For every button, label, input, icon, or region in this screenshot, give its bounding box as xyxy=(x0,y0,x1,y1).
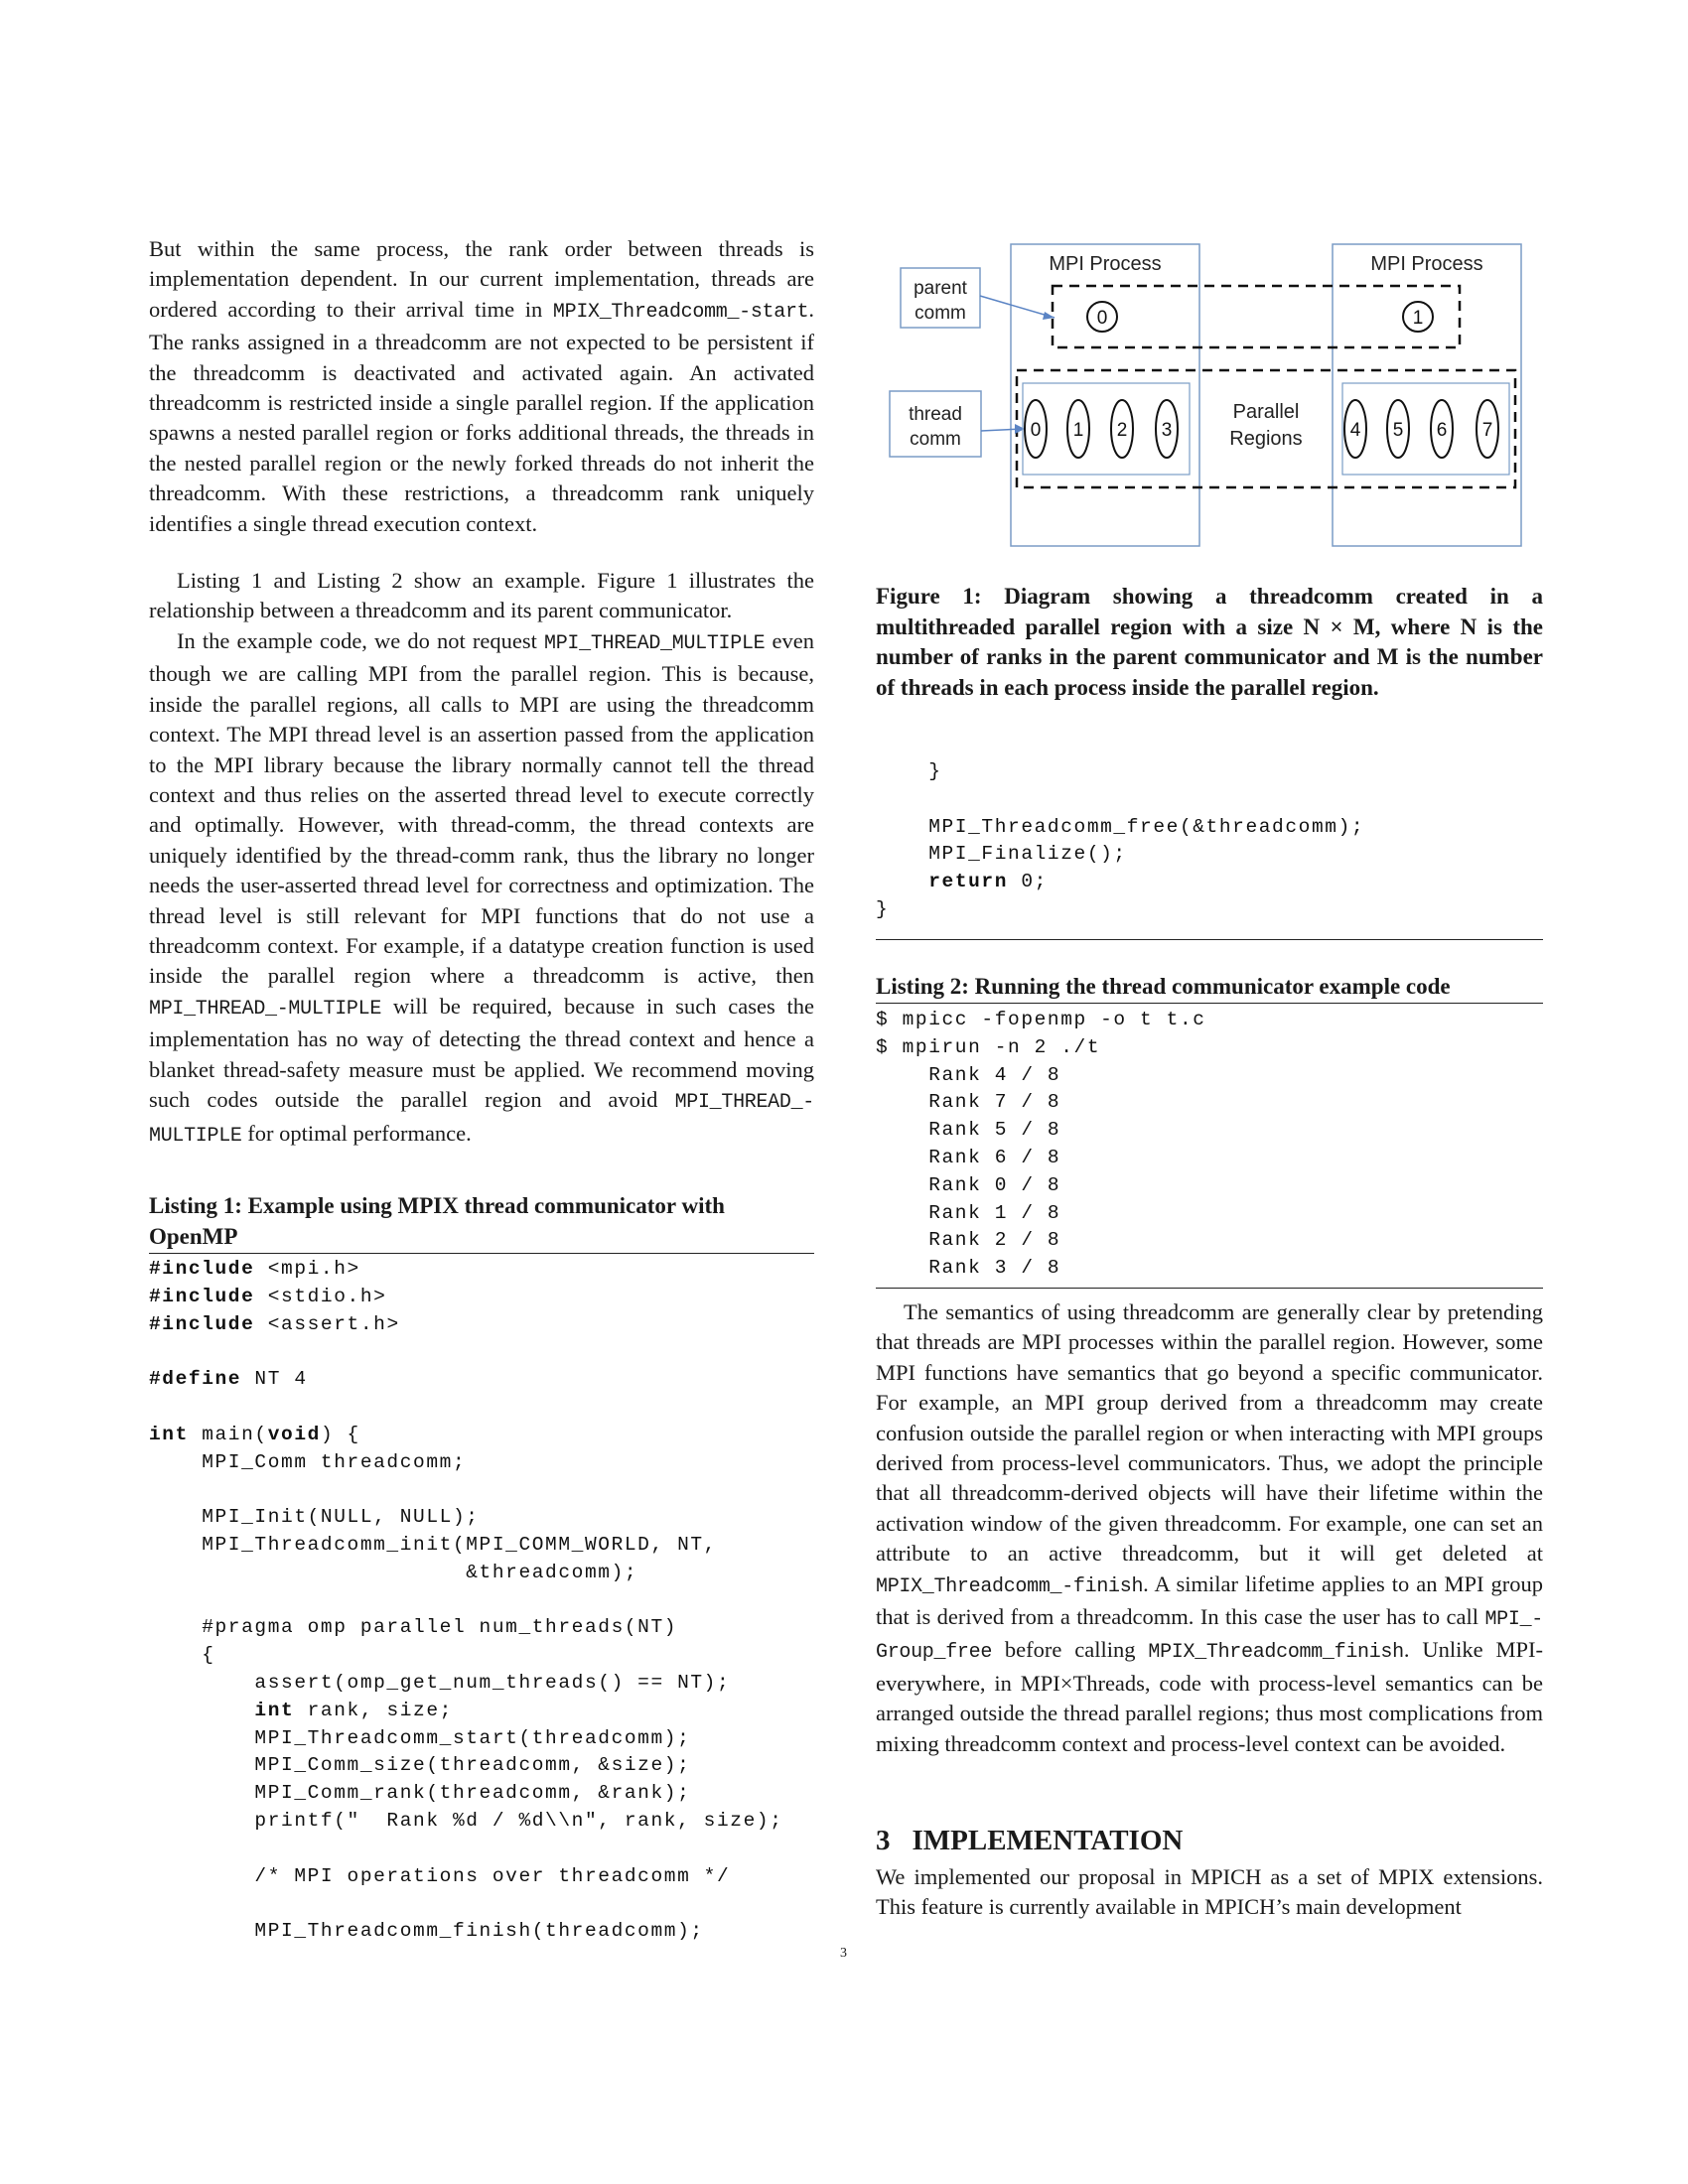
code-line: { xyxy=(149,1644,215,1667)
code-line: Rank 1 / 8 xyxy=(876,1201,1061,1224)
code-line: return 0; xyxy=(928,871,1048,893)
thread-rank-5: 5 xyxy=(1392,420,1404,441)
figure1-diagram xyxy=(876,236,1543,554)
paragraph-implementation: We implemented our proposal in MPICH as a set of MPIX extensions. This feature is currently available in MPICH’s main development xyxy=(876,1864,1543,1920)
mpi-process-box-right xyxy=(1333,244,1521,546)
code-line: MPI_Threadcomm_init(MPI_COMM_WORLD, NT, xyxy=(149,1533,717,1556)
code-line: Rank 7 / 8 xyxy=(876,1091,1061,1114)
section-heading xyxy=(876,1823,1183,1858)
section-title: IMPLEMENTATION xyxy=(912,1825,1184,1856)
parent-comm-label-2: comm xyxy=(914,303,966,324)
code-line: assert(omp_get_num_threads() == NT); xyxy=(149,1671,731,1694)
listing2-title: Listing 2: Running the thread communicator example code xyxy=(876,974,1451,999)
listing1-continued-code xyxy=(876,758,1364,924)
thread-rank-4: 4 xyxy=(1349,420,1361,441)
code-line: $ mpirun -n 2 ./t xyxy=(876,1035,1101,1058)
code-line: } xyxy=(876,760,942,782)
code-line: printf(" Rank %d / %d\\n", rank, size); xyxy=(149,1809,783,1832)
code-line: $ mpicc -fopenmp -o t t.c xyxy=(876,1009,1206,1030)
code-line: int rank, size; xyxy=(254,1699,453,1721)
code-line: Rank 3 / 8 xyxy=(876,1257,1061,1280)
section-number: 3 xyxy=(876,1825,891,1856)
code-line: } xyxy=(876,897,890,920)
listing1-code xyxy=(149,1256,783,1946)
figure1-caption: Figure 1: Diagram showing a threadcomm created in a multithreaded parallel region with a size N × M, where N is the number of ranks in the parent communicator and M is the number of threads in each process inside the parallel region. xyxy=(876,584,1543,700)
code-line: Rank 2 / 8 xyxy=(876,1229,1061,1252)
code-line: MPI_Comm threadcomm; xyxy=(149,1450,467,1473)
code-line: &threadcomm); xyxy=(149,1561,638,1583)
listing1-rule xyxy=(149,1253,814,1254)
code-line: #define NT 4 xyxy=(149,1368,308,1391)
parallel-label-1: Parallel xyxy=(1232,401,1300,423)
code-line: #include <mpi.h> xyxy=(149,1258,360,1280)
listing1-end-rule xyxy=(876,939,1543,940)
code-line: #include <assert.h> xyxy=(149,1312,400,1335)
code-line: #include <stdio.h> xyxy=(149,1285,387,1307)
code-line: MPI_Threadcomm_finish(threadcomm); xyxy=(149,1920,704,1943)
code-line: MPI_Threadcomm_free(&threadcomm); xyxy=(876,815,1365,838)
mpi-process-label-left: MPI Process xyxy=(1049,253,1162,275)
thread-rank-6: 6 xyxy=(1436,420,1448,441)
code-line: MPI_Comm_rank(threadcomm, &rank); xyxy=(149,1782,691,1805)
code-line: Rank 4 / 8 xyxy=(876,1063,1061,1086)
thread-rank-1: 1 xyxy=(1072,420,1084,441)
code-line: /* MPI operations over threadcomm */ xyxy=(149,1864,731,1887)
thread-rank-3: 3 xyxy=(1161,420,1173,441)
listing1-title: Listing 1: Example using MPIX thread communicator with OpenMP xyxy=(149,1193,725,1249)
thread-rank-2: 2 xyxy=(1116,420,1128,441)
thread-comm-label-2: comm xyxy=(910,429,961,450)
thread-comm-label-1: thread xyxy=(909,404,962,425)
code-line: Rank 0 / 8 xyxy=(876,1173,1061,1196)
page-number: 3 xyxy=(840,1946,847,1961)
listing2-code xyxy=(876,1007,1206,1283)
parent-rank-1: 1 xyxy=(1412,308,1424,329)
code-line: MPI_Threadcomm_start(threadcomm); xyxy=(149,1726,691,1749)
code-line: #pragma omp parallel num_threads(NT) xyxy=(149,1616,678,1639)
parent-rank-0: 0 xyxy=(1096,308,1108,329)
paragraph-semantics: The semantics of using threadcomm are generally clear by pretending that threads are MPI processes within the parallel region. However, some MPI functions have semantics that go beyond a specific communicator. For example, an MPI group derived from a threadcomm may create confusion outside the parallel region or when interacting with MPI groups derived from process-level communicators. Thus, we adopt the principle that all threadcomm-derived objects will have their lifetime within the activation window of the given threadcomm. For example, one can set an attribute to an active threadcomm, but it will get deleted at MPIX_Threadcomm_-finish. A similar lifetime applies to an MPI group that is derived from a threadcomm. In this case the user has to call MPI_-Group_free before calling MPIX_Threadcomm_finish. Unlike MPI-everywhere, in MPI×Threads, code with process-level semantics can be arranged outside the thread parallel regions; thus most complications from mixing threadcomm context and process-level context can be avoided. xyxy=(876,1299,1543,1756)
thread-rank-0: 0 xyxy=(1030,420,1042,441)
parallel-label-2: Regions xyxy=(1229,428,1303,450)
code-line: Rank 5 / 8 xyxy=(876,1119,1061,1142)
paragraph-thread-level: In the example code, we do not request MPI_THREAD_MULTIPLE even though we are calling MPI from the parallel region. This is because, inside the parallel regions, all calls to MPI are using the threadcomm context. The MPI thread level is an assertion passed from the application to the MPI library because the library normally cannot tell the thread context and thus relies on the asserted thread level to execute correctly and optimally. However, with thread-comm, the thread contexts are uniquely identified by the thread-comm rank, thus the library no longer needs the user-asserted thread level for correctness and optimization. The thread level is still relevant for MPI functions that do not use a threadcomm context. For example, if a datatype creation function is used inside the parallel region where a threadcomm is active, then MPI_THREAD_-MULTIPLE will be required, because in such cases the implementation has no way of detecting the thread context and hence a blanket thread-safety measure must be applied. We recommend moving such codes outside the parallel region and avoid MPI_THREAD_-MULTIPLE for optimal performance. xyxy=(149,628,814,1148)
code-line: Rank 6 / 8 xyxy=(876,1146,1061,1168)
mpi-process-box-left xyxy=(1011,244,1199,546)
mpi-process-label-right: MPI Process xyxy=(1370,253,1483,275)
code-line: int main(void) { xyxy=(149,1423,360,1445)
code-line: MPI_Init(NULL, NULL); xyxy=(149,1506,480,1529)
listing2-end-rule xyxy=(876,1288,1543,1289)
listing2-rule xyxy=(876,1003,1543,1004)
thread-rank-7: 7 xyxy=(1481,420,1493,441)
paragraph-listing-intro: Listing 1 and Listing 2 show an example. Figure 1 illustrates the relationship between a threadcomm and its parent communicator. xyxy=(149,568,814,623)
parent-communicator-dashed xyxy=(1053,286,1460,347)
paragraph-rank-order: But within the same process, the rank order between threads is implementation dependent. In our current implementation, threads are ordered according to their arrival time in MPIX_Threadcomm_-start. The ranks assigned in a threadcomm are not expected to be persistent if the threadcomm is deactivated and activated again. An activated threadcomm is restricted inside a single parallel region. If the application spawns a nested parallel region or forks additional threads, the threads in the nested parallel region or the newly forked threads do not inherit the threadcomm. With these restrictions, a threadcomm rank uniquely identifies a single thread execution context. xyxy=(149,236,814,536)
code-line: MPI_Comm_size(threadcomm, &size); xyxy=(149,1754,691,1777)
parent-comm-label-1: parent xyxy=(914,278,967,299)
code-line: MPI_Finalize(); xyxy=(876,843,1127,866)
